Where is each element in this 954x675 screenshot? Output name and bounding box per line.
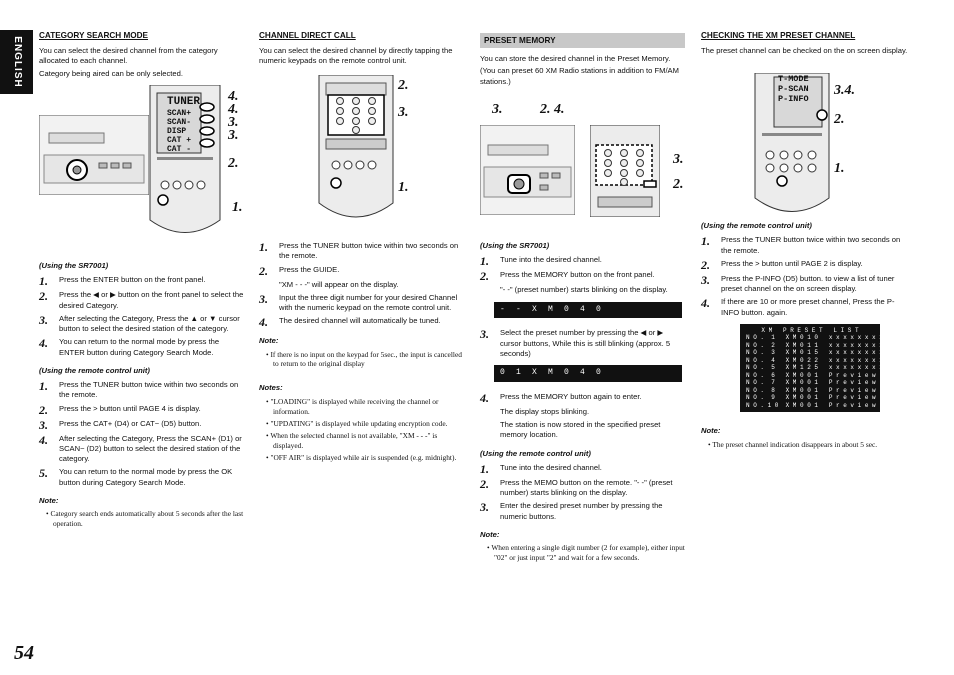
step-callout: 3. [398,105,409,120]
preset-list-row: N O . 1 X M 0 1 0 x x x x x x x x x x [746,334,898,342]
preset-list-row: N O . 7 X M 0 0 1 P r e v i e w [746,379,876,387]
step-item [480,501,685,522]
step-text: After selecting the Category, Press the ▲ or ▼ cursor button to select the desired station of the category. [59,313,240,333]
note-label: Notes: [259,383,283,393]
preset-list-row: N O . 6 X M 0 0 1 P r e v i e w [746,371,876,379]
step-number: 3. [480,500,489,515]
step-number: 3. [39,312,48,327]
subheading: (Using the remote control unit) [701,221,812,230]
note-item: • "OFF AIR" is displayed while air is suspended (e.g. midnight). [266,452,457,462]
note-item: • "LOADING" is displayed while receiving the channel or information. [266,396,439,416]
intro-text: The preset channel can be checked on the on screen display. [701,46,908,56]
category-search-section [39,30,244,81]
step-number: 3. [480,327,489,342]
lcd-line: P-INFO [778,93,809,104]
step-callout: 3.4. [834,83,855,98]
subheading: (Using the SR7001) [480,241,550,250]
step-number: 4. [480,390,489,405]
preset-memory-section [480,33,685,89]
preset-list-row: N O . 4 X M 0 2 2 x x x x x x x x x x [746,356,898,364]
step-text: Press the ENTER button on the front panel. [59,275,206,285]
step-callout: 2. [228,156,239,171]
step-text: The desired channel will automatically be tuned. [279,316,441,326]
step-number: 1. [39,379,48,393]
step-callout: 2. [834,112,845,127]
lcd-line: TUNER [167,96,201,108]
note-text: "OFF AIR" is displayed while air is suspended (e.g. midnight). [270,452,457,462]
step-number: 4. [39,432,48,447]
step-text: Press the CAT+ (D4) or CAT− (D5) button. [59,418,202,428]
step-text: Press the TUNER button twice within two seconds on the remote. [59,380,239,400]
step-text: Select the preset number by pressing the ◀ or ▶ cursor buttons, While this is still blinking (approx. 5 seconds) [500,328,671,358]
lcd-line: P-SCAN [778,83,809,94]
step-callout: 4. [228,89,239,104]
note-text: "UPDATING" is displayed while updating encryption code. [270,418,448,428]
step-number: 2. [39,289,48,304]
lcd-line: SCAN+ [167,108,192,118]
section-title: CHECKING THE XM PRESET CHANNEL [701,31,856,40]
step-text: "- -" (preset number) starts blinking on the display. [500,285,668,295]
note-label: Note: [39,495,59,505]
note-text: When the selected channel is not available, "XM - - -" is displayed. [270,430,438,450]
step-text: If there are 10 or more preset channel, Press the P-INFO button. again. [721,297,895,317]
note-label: Note: [701,426,721,436]
step-item [39,380,244,401]
language-label: ENGLISH [11,36,23,88]
step-item [701,259,911,271]
step-callout: 1. [834,161,845,176]
step-item [259,241,464,262]
step-text: After selecting the Category, Press the SCAN+ (D1) or SCAN− (D2) button to select the desired station of the category. [59,433,242,463]
step-item [39,467,244,488]
step-number: 2. [701,257,710,272]
step-item [701,297,911,318]
page-number: 54 [14,642,34,664]
preset-list-row: N O . 5 X M 1 2 5 x x x x x x x x x x [746,364,898,372]
step-item [39,314,244,335]
step-text: Input the three digit number for your desired Channel with the numeric keypad on the remote control unit. [279,292,458,312]
step-item [480,463,685,475]
step-number: 1. [39,274,48,289]
step-item [39,404,244,416]
preset-list-row: N O . 2 X M 0 1 1 x x x x x x x x x x [746,341,898,349]
step-item [39,419,244,431]
step-item [259,316,464,328]
step-item [480,420,685,441]
subheading: (Using the remote control unit) [39,365,150,375]
section-title: CHANNEL DIRECT CALL [259,31,356,40]
step-text: You can return to the normal mode by press the OK button during Category Search Mode. [59,467,233,487]
step-number: 5. [39,466,48,481]
step-number [259,280,279,290]
channel-direct-call-section [259,30,464,69]
step-number: 2. [259,263,268,278]
note-text: Category search ends automatically about 5 seconds after the last operation. [50,509,244,528]
preset-list-title: X M P R E S E T L I S T [761,326,859,334]
step-number: 3. [259,291,268,306]
step-callout: 3. [228,128,239,143]
step-number: 3. [701,272,710,287]
step-text: Press the TUNER button twice within two seconds on the remote. [721,235,901,255]
step-item [480,285,685,295]
step-item [480,407,685,417]
step-number: 4. [259,315,268,330]
channel-direct-call-steps [259,238,464,465]
checking-preset-steps [701,221,911,451]
preset-memory-steps [480,241,685,565]
step-item [701,274,911,295]
step-text: Press the GUIDE. [279,264,340,274]
intro-text: Category being aired can be only selected. [39,68,183,78]
display-readout: 0 1 X M 0 4 0 [494,365,682,382]
subheading: (Using the remote control unit) [480,448,591,458]
step-callout: 4. [228,102,239,117]
display-readout: - - X M 0 4 0 [494,302,682,319]
step-item [259,280,464,290]
lcd-line: CAT + [167,136,192,146]
lcd-line: DISP [167,127,187,137]
step-text: Press the MEMORY button on the front panel. [500,270,655,280]
step-text: Tune into the desired channel. [500,462,602,472]
step-number: 4. [701,296,710,311]
preset-list-row: N O . 9 X M 0 0 1 P r e v i e w [746,394,876,402]
step-number: 4. [39,336,48,351]
step-callout: 3. [492,102,503,117]
section-title: CATEGORY SEARCH MODE [39,31,149,40]
step-item [480,270,685,282]
step-number: 1. [480,461,489,476]
step-number: 1. [480,254,489,269]
remote-lcd-menu [167,96,200,155]
step-item [480,478,685,499]
note-text: When entering a single digit number (2 for example), either input "02" or just input "2" and wait for a few seconds. [491,543,685,563]
step-number: 2. [39,402,48,417]
intro-text: You can select the desired channel by directly tapping the numeric keypads on the remote control unit. [259,46,453,66]
step-text: Press the > button until PAGE 2 is display. [721,258,863,268]
step-number: 1. [259,240,268,254]
preset-list-display [740,324,898,413]
checking-preset-section [701,30,911,58]
step-text: Press the MEMORY button again to enter. [500,391,642,401]
preset-list-row: N O . 1 0 X M 0 0 1 P r e v i e w [746,401,876,409]
step-number: 3. [39,417,48,432]
step-callout: 3. [228,115,239,130]
preset-list-row: N O . 3 X M 0 1 5 x x x x x x x x x x [746,349,898,357]
preset-list-row: N O . 8 X M 0 0 1 P r e v i e w [746,386,876,394]
note-text: If there is no input on the keypad for 5sec., the input is cancelled to return to the original display [270,349,462,369]
lcd-line: SCAN- [167,117,192,127]
step-item [259,265,464,277]
note-label: Note: [480,529,500,539]
step-text: The station is now stored in the specified preset memory location. [500,420,661,440]
remote-keypad-illustration [590,125,660,220]
step-text: Tune into the desired channel. [500,255,602,265]
step-callout: 1. [398,180,409,195]
step-text: Press the ◀ or ▶ button on the front panel to select the desired Category. [59,290,244,310]
step-item [39,275,244,287]
step-item [480,255,685,267]
step-number: 2. [480,269,489,284]
receiver-front-panel-illustration [39,115,149,198]
category-search-steps [39,261,244,531]
step-callout: 1. [232,200,243,215]
step-text: Press the MEMO button on the remote. "- -" (preset number) starts blinking on the display. [500,477,673,498]
intro-text: (You can preset 60 XM Radio stations in addition to FM/AM stations.) [480,66,679,86]
step-text: "XM - - -" will appear on the display. [279,279,399,289]
remote-keypad-illustration [316,75,396,228]
step-text: Enter the desired preset number by pressing the numeric buttons. [500,501,663,521]
note-item: • When the selected channel is not available, "XM - - -" is displayed. [266,430,438,450]
remote-lcd-menu [778,75,809,104]
step-item [480,328,685,359]
step-text: Press the TUNER button twice within two seconds on the remote. [279,241,459,261]
step-number: 1. [701,234,710,249]
note-text: The preset channel indication disappears in about 5 sec. [712,439,878,449]
step-number: 2. [480,476,489,491]
step-item [259,293,464,314]
step-callout: 2. 4. [540,102,565,117]
lcd-line: T-MODE [778,74,809,84]
step-text: The display stops blinking. [500,406,590,416]
step-number [480,285,500,295]
step-text: Press the P-INFO (D5) button. to view a list of tuner preset channel on the on screen display. [721,273,895,293]
step-text: You can return to the normal mode by press the ENTER button during Category Search Mode. [59,337,220,357]
step-item [39,290,244,311]
step-text: Press the > button until PAGE 4 is display. [59,403,201,413]
note-item: • "UPDATING" is displayed while updating encryption code. [266,418,448,428]
step-item [39,337,244,358]
note-label: Note: [259,336,279,346]
section-title: PRESET MEMORY [480,33,685,48]
note-item: • If there is no input on the keypad for 5sec., the input is cancelled to return to the original display [266,349,462,369]
intro-text: You can store the desired channel in the Preset Memory. [480,54,671,64]
lcd-line: CAT - [167,145,192,155]
step-callout: 3. [673,152,684,167]
step-callout: 2. [673,177,684,192]
note-item: • Category search ends automatically about 5 seconds after the last operation. [46,509,244,528]
note-item: • The preset channel indication disappears in about 5 sec. [708,439,878,449]
receiver-front-panel-illustration [480,125,575,218]
note-item: • When entering a single digit number (2 for example), either input "02" or just input "2" and wait for a few seconds. [487,543,685,563]
note-text: "LOADING" is displayed while receiving the channel or information. [270,396,439,416]
language-tab [0,30,33,94]
intro-text: You can select the desired channel from the category allocated to each channel. [39,46,218,66]
subheading: (Using the SR7001) [39,261,109,270]
step-item [480,392,685,404]
step-callout: 2. [398,78,409,93]
step-item [39,434,244,465]
step-item [701,235,911,256]
